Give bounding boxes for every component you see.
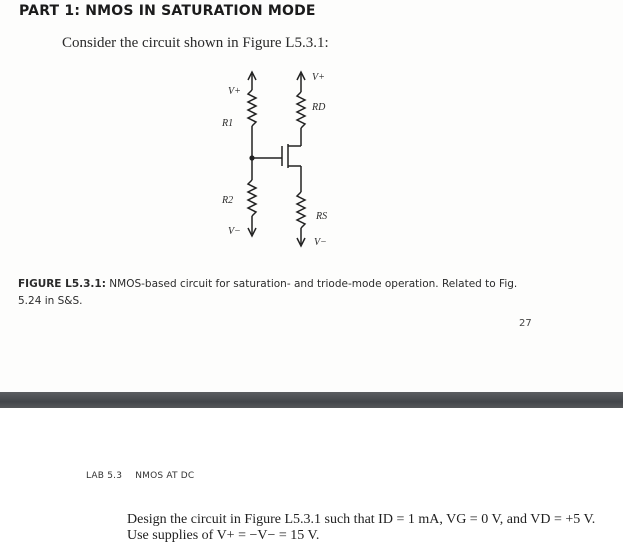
- label-rd: RD: [312, 102, 326, 113]
- caption-label: FIGURE L5.3.1:: [18, 278, 106, 290]
- figure-caption: [18, 276, 538, 310]
- design-task-text: Design the circuit in Figure L5.3.1 such that ID = 1 mA, VG = 0 V, and VD = +5 V. Use supplies of V+ = −V− = 15 V.: [127, 512, 596, 543]
- label-vminus-left: V−: [228, 226, 241, 237]
- page-separator: [0, 392, 623, 408]
- label-r1: R1: [222, 118, 234, 129]
- lab-number: LAB 5.3: [86, 471, 123, 481]
- label-vminus-right: V−: [314, 237, 327, 248]
- intro-text: Consider the circuit shown in Figure L5.3.1:: [62, 35, 329, 51]
- label-rs: RS: [316, 211, 328, 222]
- label-r2: R2: [222, 195, 234, 206]
- nmos-circuit-diagram: [190, 62, 360, 262]
- label-vplus-left: V+: [228, 86, 241, 97]
- caption-text: NMOS-based circuit for saturation- and triode-mode operation. Related to Fig. 5.24 in S&S.: [18, 278, 518, 307]
- section-heading: PART 1: NMOS IN SATURATION MODE: [19, 3, 316, 19]
- label-vplus-right: V+: [312, 72, 325, 83]
- running-head: [86, 471, 204, 481]
- page-number: 27: [519, 318, 532, 329]
- lab-title: NMOS AT DC: [135, 471, 195, 481]
